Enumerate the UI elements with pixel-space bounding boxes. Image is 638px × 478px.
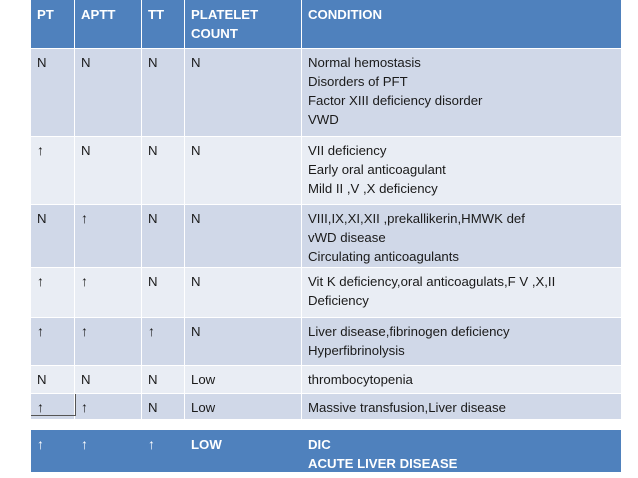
header-platelet-count: PLATELET COUNT [185,0,302,48]
aptt-cell: ↑ [75,205,142,267]
pt-cell: N [31,49,75,136]
condition-cell: Liver disease,fibrinogen deficiency Hyperfibrinolysis [308,324,510,358]
header-aptt: APTT [75,0,142,48]
tt-cell: N [142,268,185,317]
table-row [31,49,621,137]
header-condition: CONDITION [308,7,382,22]
tt-cell: ↑ [142,430,185,472]
pt-cell: ↑ [31,318,75,365]
condition-cell: Massive transfusion,Liver disease [308,400,506,415]
aptt-cell: N [75,366,142,393]
tt-cell: ↑ [142,318,185,365]
table-row [31,318,621,366]
header-pt: PT [31,0,75,48]
tt-cell: N [142,137,185,204]
table-row [31,137,621,205]
platelet-cell: Low [185,366,302,393]
hemostasis-table [31,0,621,420]
table-row [31,394,621,420]
dic-row [31,430,621,472]
aptt-cell: N [75,137,142,204]
platelet-cell: LOW [185,430,302,472]
table-row [31,366,621,394]
pt-cell: ↑ [31,430,75,472]
pt-cell: ↑ [31,394,75,419]
condition-cell: thrombocytopenia [308,372,413,387]
platelet-cell: N [185,318,302,365]
tt-cell: N [142,205,185,267]
aptt-cell: N [75,49,142,136]
condition-cell: Normal hemostasis Disorders of PFT Factor XIII deficiency disorder VWD [308,55,483,127]
condition-cell: DIC ACUTE LIVER DISEASE [302,430,621,472]
aptt-cell: ↑ [75,394,142,419]
pt-cell: N [31,366,75,393]
pt-cell: ↑ [31,137,75,204]
cell-selection-border [31,394,76,416]
platelet-cell: N [185,268,302,317]
condition-cell: VII deficiency Early oral anticoagulant Mild II ,V ,X deficiency [308,143,446,196]
platelet-cell: Low [185,394,302,419]
table-header-row [31,0,621,49]
platelet-cell: N [185,205,302,267]
aptt-cell: ↑ [75,268,142,317]
header-tt: TT [142,0,185,48]
aptt-cell: ↑ [75,318,142,365]
pt-cell: N [31,205,75,267]
tt-cell: N [142,366,185,393]
platelet-cell: N [185,49,302,136]
tt-cell: N [142,49,185,136]
table-row [31,205,621,268]
tt-cell: N [142,394,185,419]
condition-cell: Vit K deficiency,oral anticoagulats,F V ,X,II Deficiency [308,274,556,308]
condition-cell: VIII,IX,XI,XII ,prekallikerin,HMWK def vWD disease Circulating anticoagulants [308,211,525,264]
pt-cell: ↑ [31,268,75,317]
platelet-cell: N [185,137,302,204]
table-row [31,268,621,318]
aptt-cell: ↑ [75,430,142,472]
